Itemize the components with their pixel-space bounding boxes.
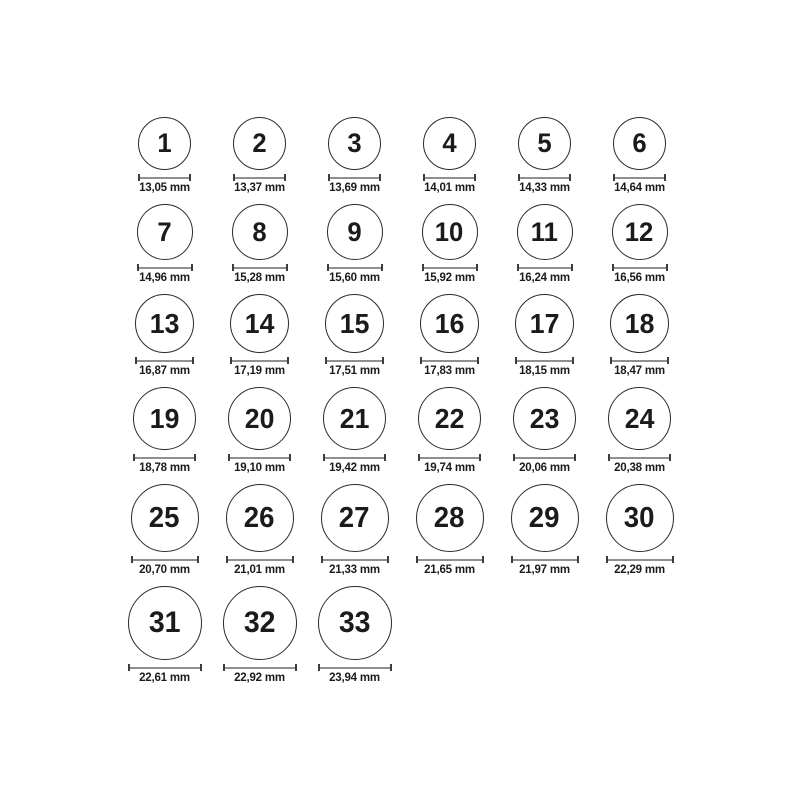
measure-bar	[232, 267, 288, 269]
measure-tick-left	[138, 174, 140, 181]
size-row	[117, 484, 687, 578]
measure-bar	[137, 267, 193, 269]
diameter-measure-line	[325, 357, 384, 364]
measure-tick-right	[474, 174, 476, 181]
diameter-label: 22,92 mm	[234, 672, 285, 684]
measure-tick-right	[577, 556, 579, 563]
measure-tick-right	[477, 357, 479, 364]
diameter-measure-line	[323, 454, 386, 461]
diameter-label: 14,96 mm	[139, 272, 190, 284]
ring-size-number: 16	[434, 307, 465, 339]
ring-size-number: 6	[632, 128, 647, 158]
ring-size-cell	[117, 586, 212, 686]
ring-size-number: 20	[244, 402, 275, 434]
ring-size-cell	[402, 204, 497, 286]
ring-circle	[133, 387, 196, 450]
ring-circle	[232, 204, 288, 260]
diameter-label: 19,10 mm	[234, 462, 285, 474]
ring-size-number: 13	[149, 307, 180, 339]
diameter-label: 13,37 mm	[234, 182, 285, 194]
measure-bar	[420, 360, 479, 362]
ring-size-number: 24	[624, 402, 655, 434]
measure-tick-right	[295, 664, 297, 671]
ring-size-cell	[117, 484, 212, 578]
measure-tick-right	[381, 264, 383, 271]
measure-bar	[323, 457, 386, 459]
measure-tick-left	[608, 454, 610, 461]
diameter-measure-line	[422, 264, 478, 271]
ring-size-cell	[592, 387, 687, 476]
ring-circle	[327, 204, 383, 260]
ring-size-number: 33	[338, 606, 371, 639]
diameter-label: 20,70 mm	[139, 564, 190, 576]
measure-tick-right	[479, 454, 481, 461]
measure-tick-left	[422, 264, 424, 271]
measure-bar	[223, 667, 297, 669]
diameter-label: 17,83 mm	[424, 365, 475, 377]
ring-size-cell	[307, 586, 402, 686]
measure-bar	[135, 360, 194, 362]
ring-circle	[515, 294, 574, 353]
ring-circle	[323, 387, 386, 450]
diameter-label: 19,74 mm	[424, 462, 475, 474]
ring-size-number: 15	[339, 307, 370, 339]
diameter-measure-line	[135, 357, 194, 364]
measure-tick-left	[515, 357, 517, 364]
diameter-measure-line	[606, 556, 674, 563]
diameter-measure-line	[610, 357, 669, 364]
diameter-measure-line	[131, 556, 199, 563]
diameter-measure-line	[137, 264, 193, 271]
measure-bar	[321, 559, 389, 561]
ring-circle	[517, 204, 573, 260]
measure-tick-right	[672, 556, 674, 563]
measure-bar	[422, 267, 478, 269]
measure-tick-left	[131, 556, 133, 563]
ring-circle	[422, 204, 478, 260]
ring-size-number: 4	[442, 128, 457, 158]
size-row	[117, 117, 687, 196]
diameter-label: 13,05 mm	[139, 182, 190, 194]
measure-bar	[515, 360, 574, 362]
ring-size-number: 23	[529, 402, 560, 434]
measure-bar	[612, 267, 668, 269]
ring-size-cell	[212, 387, 307, 476]
measure-tick-right	[569, 174, 571, 181]
ring-size-number: 19	[149, 402, 180, 434]
diameter-measure-line	[233, 174, 286, 181]
measure-tick-right	[194, 454, 196, 461]
ring-circle	[511, 484, 579, 552]
diameter-measure-line	[223, 664, 297, 671]
measure-tick-left	[228, 454, 230, 461]
measure-tick-right	[666, 264, 668, 271]
ring-size-number: 29	[529, 501, 560, 534]
measure-bar	[230, 360, 289, 362]
measure-bar	[513, 457, 576, 459]
ring-size-number: 12	[625, 216, 654, 247]
measure-tick-right	[482, 556, 484, 563]
ring-size-number: 7	[157, 216, 172, 247]
size-row	[117, 294, 687, 379]
size-row	[117, 586, 687, 686]
measure-tick-left	[233, 174, 235, 181]
measure-tick-right	[200, 664, 202, 671]
diameter-label: 16,24 mm	[519, 272, 570, 284]
diameter-measure-line	[133, 454, 196, 461]
ring-circle	[325, 294, 384, 353]
measure-tick-right	[192, 357, 194, 364]
ring-circle	[423, 117, 476, 170]
ring-size-number: 5	[537, 128, 552, 158]
measure-tick-right	[669, 454, 671, 461]
ring-size-number: 9	[347, 216, 362, 247]
measure-tick-left	[423, 174, 425, 181]
diameter-measure-line	[511, 556, 579, 563]
diameter-label: 16,87 mm	[139, 365, 190, 377]
measure-tick-right	[284, 174, 286, 181]
ring-size-cell	[307, 117, 402, 196]
diameter-measure-line	[418, 454, 481, 461]
measure-tick-left	[418, 454, 420, 461]
ring-size-number: 28	[434, 501, 465, 534]
diameter-measure-line	[612, 264, 668, 271]
measure-bar	[511, 559, 579, 561]
ring-size-number: 3	[347, 128, 362, 158]
measure-tick-left	[511, 556, 513, 563]
measure-tick-right	[189, 174, 191, 181]
measure-tick-left	[327, 264, 329, 271]
ring-size-number: 22	[434, 402, 465, 434]
diameter-measure-line	[420, 357, 479, 364]
ring-size-cell	[402, 387, 497, 476]
diameter-label: 22,61 mm	[139, 672, 190, 684]
ring-circle	[230, 294, 289, 353]
measure-tick-right	[667, 357, 669, 364]
ring-size-number: 30	[624, 501, 655, 534]
measure-tick-left	[135, 357, 137, 364]
measure-bar	[608, 457, 671, 459]
measure-tick-right	[571, 264, 573, 271]
measure-bar	[128, 667, 202, 669]
measure-tick-left	[513, 454, 515, 461]
measure-bar	[328, 177, 381, 179]
measure-tick-left	[612, 264, 614, 271]
diameter-measure-line	[328, 174, 381, 181]
measure-bar	[233, 177, 286, 179]
diameter-measure-line	[230, 357, 289, 364]
ring-size-cell	[212, 586, 307, 686]
measure-bar	[416, 559, 484, 561]
measure-tick-left	[606, 556, 608, 563]
measure-bar	[138, 177, 191, 179]
ring-circle	[416, 484, 484, 552]
ring-size-number: 8	[252, 216, 267, 247]
size-row	[117, 387, 687, 476]
measure-bar	[133, 457, 196, 459]
measure-tick-left	[323, 454, 325, 461]
diameter-measure-line	[138, 174, 191, 181]
ring-size-number: 21	[339, 402, 370, 434]
diameter-label: 14,64 mm	[614, 182, 665, 194]
measure-tick-right	[287, 357, 289, 364]
ring-size-number: 14	[244, 307, 275, 339]
ring-circle	[226, 484, 294, 552]
ring-size-cell	[307, 387, 402, 476]
diameter-label: 21,01 mm	[234, 564, 285, 576]
ring-size-cell	[307, 294, 402, 379]
ring-size-cell	[212, 484, 307, 578]
diameter-measure-line	[416, 556, 484, 563]
measure-tick-right	[286, 264, 288, 271]
ring-size-cell	[117, 117, 212, 196]
ring-circle	[612, 204, 668, 260]
ring-circle	[608, 387, 671, 450]
measure-tick-right	[382, 357, 384, 364]
measure-bar	[318, 667, 392, 669]
ring-size-number: 31	[148, 606, 181, 639]
diameter-measure-line	[327, 264, 383, 271]
diameter-label: 21,97 mm	[519, 564, 570, 576]
ring-circle	[318, 586, 392, 660]
measure-tick-right	[476, 264, 478, 271]
diameter-label: 18,15 mm	[519, 365, 570, 377]
measure-tick-left	[232, 264, 234, 271]
ring-size-cell	[212, 204, 307, 286]
measure-tick-left	[128, 664, 130, 671]
ring-circle	[613, 117, 666, 170]
diameter-label: 15,92 mm	[424, 272, 475, 284]
measure-tick-right	[379, 174, 381, 181]
ring-size-cell	[307, 484, 402, 578]
measure-bar	[517, 267, 573, 269]
ring-circle	[606, 484, 674, 552]
measure-tick-left	[325, 357, 327, 364]
diameter-measure-line	[515, 357, 574, 364]
diameter-label: 17,51 mm	[329, 365, 380, 377]
measure-tick-right	[191, 264, 193, 271]
measure-tick-right	[387, 556, 389, 563]
measure-tick-right	[390, 664, 392, 671]
measure-tick-left	[416, 556, 418, 563]
ring-size-number: 27	[339, 501, 370, 534]
measure-tick-right	[197, 556, 199, 563]
diameter-label: 19,42 mm	[329, 462, 380, 474]
measure-bar	[418, 457, 481, 459]
ring-size-number: 10	[435, 216, 464, 247]
measure-tick-right	[384, 454, 386, 461]
measure-tick-right	[289, 454, 291, 461]
measure-tick-left	[610, 357, 612, 364]
ring-size-cell	[497, 204, 592, 286]
ring-circle	[137, 204, 193, 260]
measure-tick-left	[230, 357, 232, 364]
ring-size-cell	[497, 484, 592, 578]
ring-size-cell	[307, 204, 402, 286]
measure-tick-right	[292, 556, 294, 563]
measure-bar	[327, 267, 383, 269]
measure-bar	[606, 559, 674, 561]
ring-circle	[518, 117, 571, 170]
ring-size-number: 17	[529, 307, 560, 339]
measure-tick-left	[223, 664, 225, 671]
diameter-measure-line	[517, 264, 573, 271]
diameter-measure-line	[513, 454, 576, 461]
diameter-label: 15,28 mm	[234, 272, 285, 284]
measure-bar	[423, 177, 476, 179]
ring-circle	[233, 117, 286, 170]
measure-tick-right	[574, 454, 576, 461]
measure-tick-left	[137, 264, 139, 271]
diameter-label: 18,78 mm	[139, 462, 190, 474]
measure-bar	[131, 559, 199, 561]
ring-size-cell	[497, 117, 592, 196]
ring-size-cell	[402, 294, 497, 379]
measure-bar	[613, 177, 666, 179]
ring-size-cell	[402, 484, 497, 578]
ring-circle	[328, 117, 381, 170]
measure-tick-left	[318, 664, 320, 671]
ring-size-number: 1	[157, 128, 172, 158]
ring-size-cell	[497, 294, 592, 379]
ring-size-cell	[592, 204, 687, 286]
diameter-label: 20,06 mm	[519, 462, 570, 474]
diameter-label: 21,65 mm	[424, 564, 475, 576]
diameter-measure-line	[228, 454, 291, 461]
ring-size-cell	[592, 294, 687, 379]
ring-size-number: 18	[624, 307, 655, 339]
measure-tick-left	[226, 556, 228, 563]
diameter-label: 15,60 mm	[329, 272, 380, 284]
measure-bar	[518, 177, 571, 179]
size-row	[117, 204, 687, 286]
ring-size-number: 32	[243, 606, 276, 639]
ring-size-cell	[117, 294, 212, 379]
diameter-label: 22,29 mm	[614, 564, 665, 576]
ring-circle	[418, 387, 481, 450]
measure-tick-left	[518, 174, 520, 181]
measure-tick-left	[321, 556, 323, 563]
ring-circle	[223, 586, 297, 660]
diameter-label: 14,01 mm	[424, 182, 475, 194]
diameter-measure-line	[226, 556, 294, 563]
ring-size-cell	[117, 204, 212, 286]
measure-tick-right	[664, 174, 666, 181]
diameter-measure-line	[608, 454, 671, 461]
measure-tick-left	[328, 174, 330, 181]
diameter-label: 13,69 mm	[329, 182, 380, 194]
ring-circle	[420, 294, 479, 353]
ring-size-number: 2	[252, 128, 267, 158]
ring-size-cell	[497, 387, 592, 476]
ring-circle	[228, 387, 291, 450]
measure-tick-left	[133, 454, 135, 461]
ring-size-cell	[212, 117, 307, 196]
ring-circle	[513, 387, 576, 450]
diameter-measure-line	[232, 264, 288, 271]
ring-circle	[128, 586, 202, 660]
measure-tick-left	[420, 357, 422, 364]
diameter-label: 16,56 mm	[614, 272, 665, 284]
ring-circle	[138, 117, 191, 170]
measure-bar	[325, 360, 384, 362]
ring-size-number: 25	[149, 501, 180, 534]
measure-tick-left	[517, 264, 519, 271]
ring-size-cell	[592, 117, 687, 196]
diameter-label: 18,47 mm	[614, 365, 665, 377]
measure-tick-left	[613, 174, 615, 181]
diameter-label: 14,33 mm	[519, 182, 570, 194]
ring-size-number: 11	[530, 216, 559, 247]
diameter-measure-line	[613, 174, 666, 181]
diameter-measure-line	[423, 174, 476, 181]
ring-circle	[131, 484, 199, 552]
diameter-measure-line	[128, 664, 202, 671]
diameter-measure-line	[318, 664, 392, 671]
ring-size-cell	[402, 117, 497, 196]
measure-bar	[226, 559, 294, 561]
measure-bar	[228, 457, 291, 459]
ring-circle	[135, 294, 194, 353]
diameter-label: 23,94 mm	[329, 672, 380, 684]
diameter-measure-line	[518, 174, 571, 181]
ring-size-cell	[117, 387, 212, 476]
diameter-measure-line	[321, 556, 389, 563]
diameter-label: 17,19 mm	[234, 365, 285, 377]
ring-size-cell	[592, 484, 687, 578]
ring-size-number: 26	[244, 501, 275, 534]
ring-size-cell	[212, 294, 307, 379]
measure-tick-right	[572, 357, 574, 364]
diameter-label: 20,38 mm	[614, 462, 665, 474]
measure-bar	[610, 360, 669, 362]
ring-circle	[610, 294, 669, 353]
ring-circle	[321, 484, 389, 552]
diameter-label: 21,33 mm	[329, 564, 380, 576]
